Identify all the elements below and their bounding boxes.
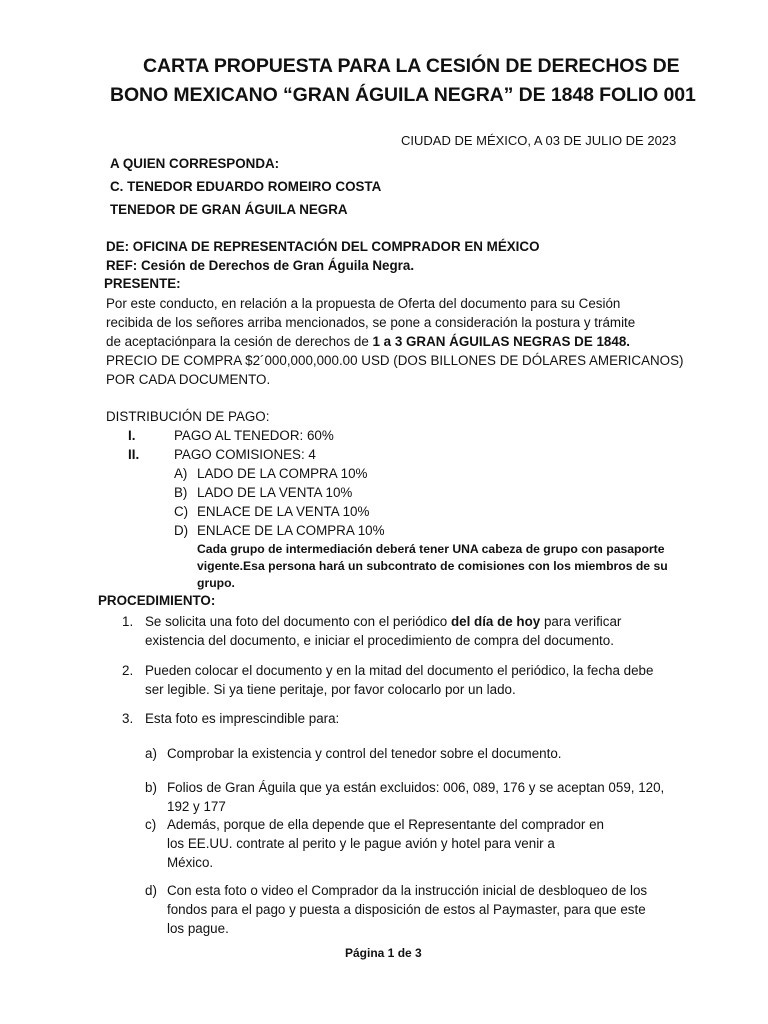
sub-d-line-3: los pague.: [167, 921, 229, 936]
distribution-item-1: PAGO AL TENEDOR: 60%: [174, 428, 334, 443]
sub-c-marker: c): [145, 817, 157, 832]
date-line: CIUDAD DE MÉXICO, A 03 DE JULIO DE 2023: [401, 133, 677, 148]
step-1-number: 1.: [122, 614, 134, 629]
step-3-line-1: Esta foto es imprescindible para:: [145, 711, 340, 726]
sub-b-line-1: Folios de Gran Águila que ya están excluidos: 006, 089, 176 y se aceptan 059, 120,: [167, 780, 665, 795]
from-line: DE: OFICINA DE REPRESENTACIÓN DEL COMPRADOR EN MÉXICO: [106, 239, 540, 254]
step-1-text-bold: del día de hoy: [450, 614, 541, 629]
page-number: Página 1 de 3: [345, 946, 422, 960]
body-line-3-bold: 1 a 3 GRAN ÁGUILAS NEGRAS DE 1848.: [372, 334, 630, 349]
sub-item-c-marker: C): [174, 504, 189, 519]
note-line-3: grupo.: [197, 576, 235, 590]
step-1-line-1: [145, 612, 621, 631]
addressee-line-1: A QUIEN CORRESPONDA:: [110, 156, 280, 171]
step-2-line-1: Pueden colocar el documento y en la mitad del documento el periódico, la fecha debe: [145, 663, 654, 678]
addressee-line-2: C. TENEDOR EDUARDO ROMEIRO COSTA: [110, 179, 382, 194]
sub-a-marker: a): [145, 746, 157, 761]
distribution-item-1-marker: I.: [128, 428, 136, 443]
sub-d-line-1: Con esta foto o video el Comprador da la instrucción inicial de desbloqueo de los: [167, 883, 648, 898]
sub-d-line-2: fondos para el pago y puesta a disposición de estos al Paymaster, para que este: [167, 902, 646, 917]
title-line-1: CARTA PROPUESTA PARA LA CESIÓN DE DERECHOS DE: [143, 55, 680, 77]
body-line-3: [106, 332, 630, 351]
body-line-4: PRECIO DE COMPRA $2´000,000,000.00 USD (DOS BILLONES DE DÓLARES AMERICANOS): [106, 353, 684, 368]
body-line-3-text: de aceptaciónpara la cesión de derechos de: [106, 334, 373, 349]
distribution-item-2-marker: II.: [128, 447, 140, 462]
title-line-2: BONO MEXICANO “GRAN ÁGUILA NEGRA” DE 1848 FOLIO 001: [110, 84, 696, 106]
sub-item-c: ENLACE DE LA VENTA 10%: [197, 504, 370, 519]
addressee-line-3: TENEDOR DE GRAN ÁGUILA NEGRA: [110, 202, 348, 217]
step-1-text-c: para verificar: [540, 614, 622, 629]
sub-b-line-2: 192 y 177: [167, 799, 226, 814]
sub-item-b: LADO DE LA VENTA 10%: [197, 485, 353, 500]
sub-c-line-3: México.: [167, 855, 214, 870]
step-2-number: 2.: [122, 663, 134, 678]
sub-d-marker: d): [145, 883, 157, 898]
sub-a-line-1: Comprobar la existencia y control del tenedor sobre el documento.: [167, 746, 562, 761]
body-line-5: POR CADA DOCUMENTO.: [106, 372, 271, 387]
body-line-2: recibida de los señores arriba mencionados, se pone a consideración la postura y trámite: [106, 315, 636, 330]
step-1-line-2: existencia del documento, e iniciar el procedimiento de compra del documento.: [145, 633, 614, 648]
sub-item-a: LADO DE LA COMPRA 10%: [197, 466, 368, 481]
procedure-heading: PROCEDIMIENTO:: [98, 593, 216, 608]
body-line-1: Por este conducto, en relación a la propuesta de Oferta del documento para su Cesión: [106, 296, 621, 311]
sub-c-line-2: los EE.UU. contrate al perito y le pague avión y hotel para venir a: [167, 836, 555, 851]
step-3-number: 3.: [122, 711, 134, 726]
note-line-1: Cada grupo de intermediación deberá tener UNA cabeza de grupo con pasaporte: [197, 542, 665, 556]
sub-c-line-1: Además, porque de ella depende que el Representante del comprador en: [167, 817, 604, 832]
sub-item-d: ENLACE DE LA COMPRA 10%: [197, 523, 385, 538]
sub-b-marker: b): [145, 780, 157, 795]
sub-item-b-marker: B): [174, 485, 188, 500]
sub-item-a-marker: A): [174, 466, 188, 481]
note-line-2: vigente.Esa persona hará un subcontrato de comisiones con los miembros de su: [197, 559, 668, 573]
presente-label: PRESENTE:: [104, 276, 181, 291]
step-1-text-a: Se solicita una foto del documento con el periódico: [145, 614, 451, 629]
distribution-heading: DISTRIBUCIÓN DE PAGO:: [106, 409, 270, 424]
step-2-line-2: ser legible. Si ya tiene peritaje, por favor colocarlo por un lado.: [145, 682, 516, 697]
ref-line: REF: Cesión de Derechos de Gran Águila Negra.: [106, 258, 415, 273]
sub-item-d-marker: D): [174, 523, 189, 538]
distribution-item-2: PAGO COMISIONES: 4: [174, 447, 316, 462]
